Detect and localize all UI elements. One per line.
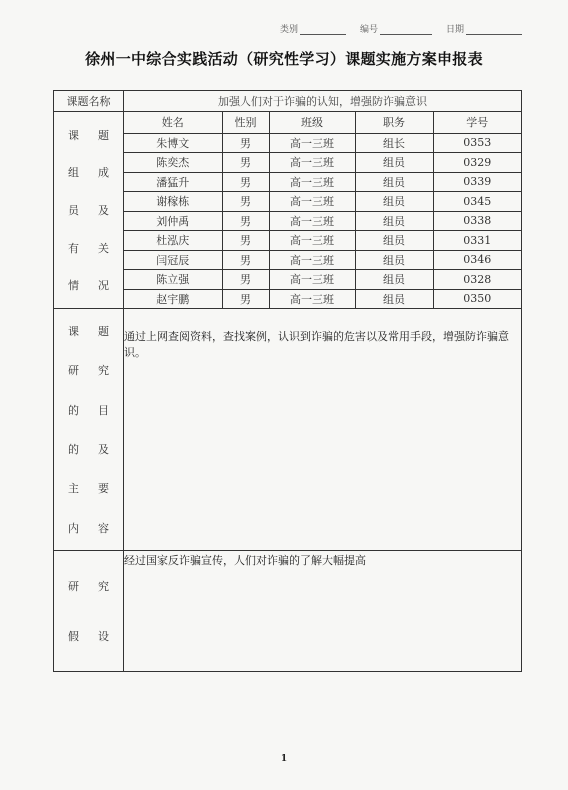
table-cell: 组员 [355,192,433,212]
section-label-char: 研 [68,364,79,378]
section-label-row [54,520,123,536]
topic-value: 加强人们对于诈骗的认知，增强防诈骗意识 [124,91,522,112]
table-row [124,133,521,153]
hypothesis-content [124,551,522,672]
section-label-char: 成 [98,166,109,180]
table-cell: 0339 [433,172,521,192]
table-cell: 高一三班 [269,172,355,192]
meta-fields [280,22,522,35]
members-header-row [124,112,521,133]
table-row [124,270,521,290]
category-field [280,22,346,35]
section-label-row [54,277,123,293]
section-label-char: 及 [98,203,109,217]
table-cell: 谢稼栋 [124,192,222,212]
section-label-row [54,362,123,378]
table-cell: 高一三班 [269,211,355,231]
date-field [446,22,522,35]
table-cell: 组员 [355,172,433,192]
number-label: 编号 [359,25,378,35]
section-label-row [54,480,123,496]
table-cell: 高一三班 [269,289,355,308]
section-label-char: 情 [68,279,79,293]
members-header-cell: 班级 [269,112,355,133]
section-label-char: 设 [98,630,109,643]
table-cell: 组员 [355,250,433,270]
table-cell: 0350 [433,289,521,308]
hypothesis-section-label [54,551,124,672]
table-cell: 高一三班 [269,270,355,290]
purpose-text: 通过上网查阅资料，查找案例，认识到诈骗的危害以及常用手段，增强防诈骗意识。 [124,330,509,359]
table-cell: 组员 [355,211,433,231]
table-row [124,192,521,212]
section-label-char: 组 [68,166,79,180]
section-label-row [54,127,123,143]
table-cell: 男 [222,172,269,192]
table-row [124,172,521,192]
table-cell: 高一三班 [269,250,355,270]
section-label-char: 的 [68,403,79,417]
table-cell: 男 [222,270,269,290]
section-label-row [54,240,123,256]
table-cell: 组员 [355,153,433,173]
section-label-row [54,402,123,418]
table-cell: 0346 [433,250,521,270]
table-row [124,211,521,231]
table-cell: 朱博文 [124,133,222,153]
section-label-char: 容 [98,521,109,535]
table-cell: 组员 [355,270,433,290]
application-form [53,90,522,672]
purpose-section-label [54,309,124,551]
table-cell: 0353 [433,133,521,153]
table-cell: 高一三班 [269,153,355,173]
members-table-cell [124,112,522,309]
section-label-char: 主 [68,482,79,496]
section-label-char: 及 [98,443,109,457]
table-cell: 男 [222,192,269,212]
section-label-row [54,164,123,180]
section-label-char: 有 [68,241,79,255]
hypothesis-text: 经过国家反诈骗宣传，人们对诈骗的了解大幅提高 [124,554,366,567]
section-label-char: 假 [68,630,79,643]
section-label-char: 究 [98,580,109,593]
category-label: 类别 [279,25,298,35]
table-row [124,289,521,308]
table-cell: 0338 [433,211,521,231]
table-cell: 刘仲禹 [124,211,222,231]
table-row [124,153,521,173]
section-label-char: 究 [98,364,109,378]
table-cell: 闫冠辰 [124,250,222,270]
table-cell: 男 [222,231,269,251]
table-cell: 男 [222,289,269,308]
table-cell: 组员 [355,289,433,308]
section-label-char: 的 [68,443,79,457]
section-label-row [54,578,123,594]
table-row [124,231,521,251]
table-cell: 高一三班 [269,231,355,251]
section-label-char: 课 [68,128,79,142]
table-cell: 潘猛升 [124,172,222,192]
members-section-label [54,112,124,309]
section-label-row [54,202,123,218]
section-label-row [54,441,123,457]
table-cell: 杜泓庆 [124,231,222,251]
section-label-char: 题 [98,325,109,339]
table-cell: 陈立强 [124,270,222,290]
section-label-row [54,628,123,644]
section-label-char: 目 [98,403,109,417]
table-cell: 0345 [433,192,521,212]
table-cell: 组长 [355,133,433,153]
section-label-char: 题 [98,128,109,142]
members-table [124,112,521,308]
page-title: 徐州一中综合实践活动（研究性学习）课题实施方案申报表 [85,50,483,68]
number-field [360,22,432,35]
table-cell: 男 [222,153,269,173]
table-cell: 0331 [433,231,521,251]
members-header-cell: 性别 [222,112,269,133]
section-label-char: 要 [98,482,109,496]
date-blank [466,25,522,35]
table-cell: 男 [222,250,269,270]
table-cell: 0329 [433,153,521,173]
category-blank [300,25,346,35]
table-cell: 高一三班 [269,192,355,212]
topic-label: 课题名称 [54,91,124,112]
section-label-char: 关 [98,241,109,255]
table-cell: 高一三班 [269,133,355,153]
number-blank [380,25,432,35]
date-label: 日期 [445,25,464,35]
section-label-char: 研 [68,580,79,593]
table-cell: 组员 [355,231,433,251]
table-cell: 赵宇鹏 [124,289,222,308]
section-label-char: 课 [68,325,79,339]
members-header-cell: 姓名 [124,112,222,133]
section-label-char: 员 [68,203,79,217]
table-row [124,250,521,270]
table-cell: 0328 [433,270,521,290]
table-cell: 男 [222,133,269,153]
table-cell: 陈奕杰 [124,153,222,173]
purpose-content [124,309,522,551]
page-number: 1 [280,754,288,764]
section-label-row [54,323,123,339]
members-header-cell: 职务 [355,112,433,133]
members-header-cell: 学号 [433,112,521,133]
section-label-char: 内 [68,521,79,535]
table-cell: 男 [222,211,269,231]
section-label-char: 况 [98,279,109,293]
